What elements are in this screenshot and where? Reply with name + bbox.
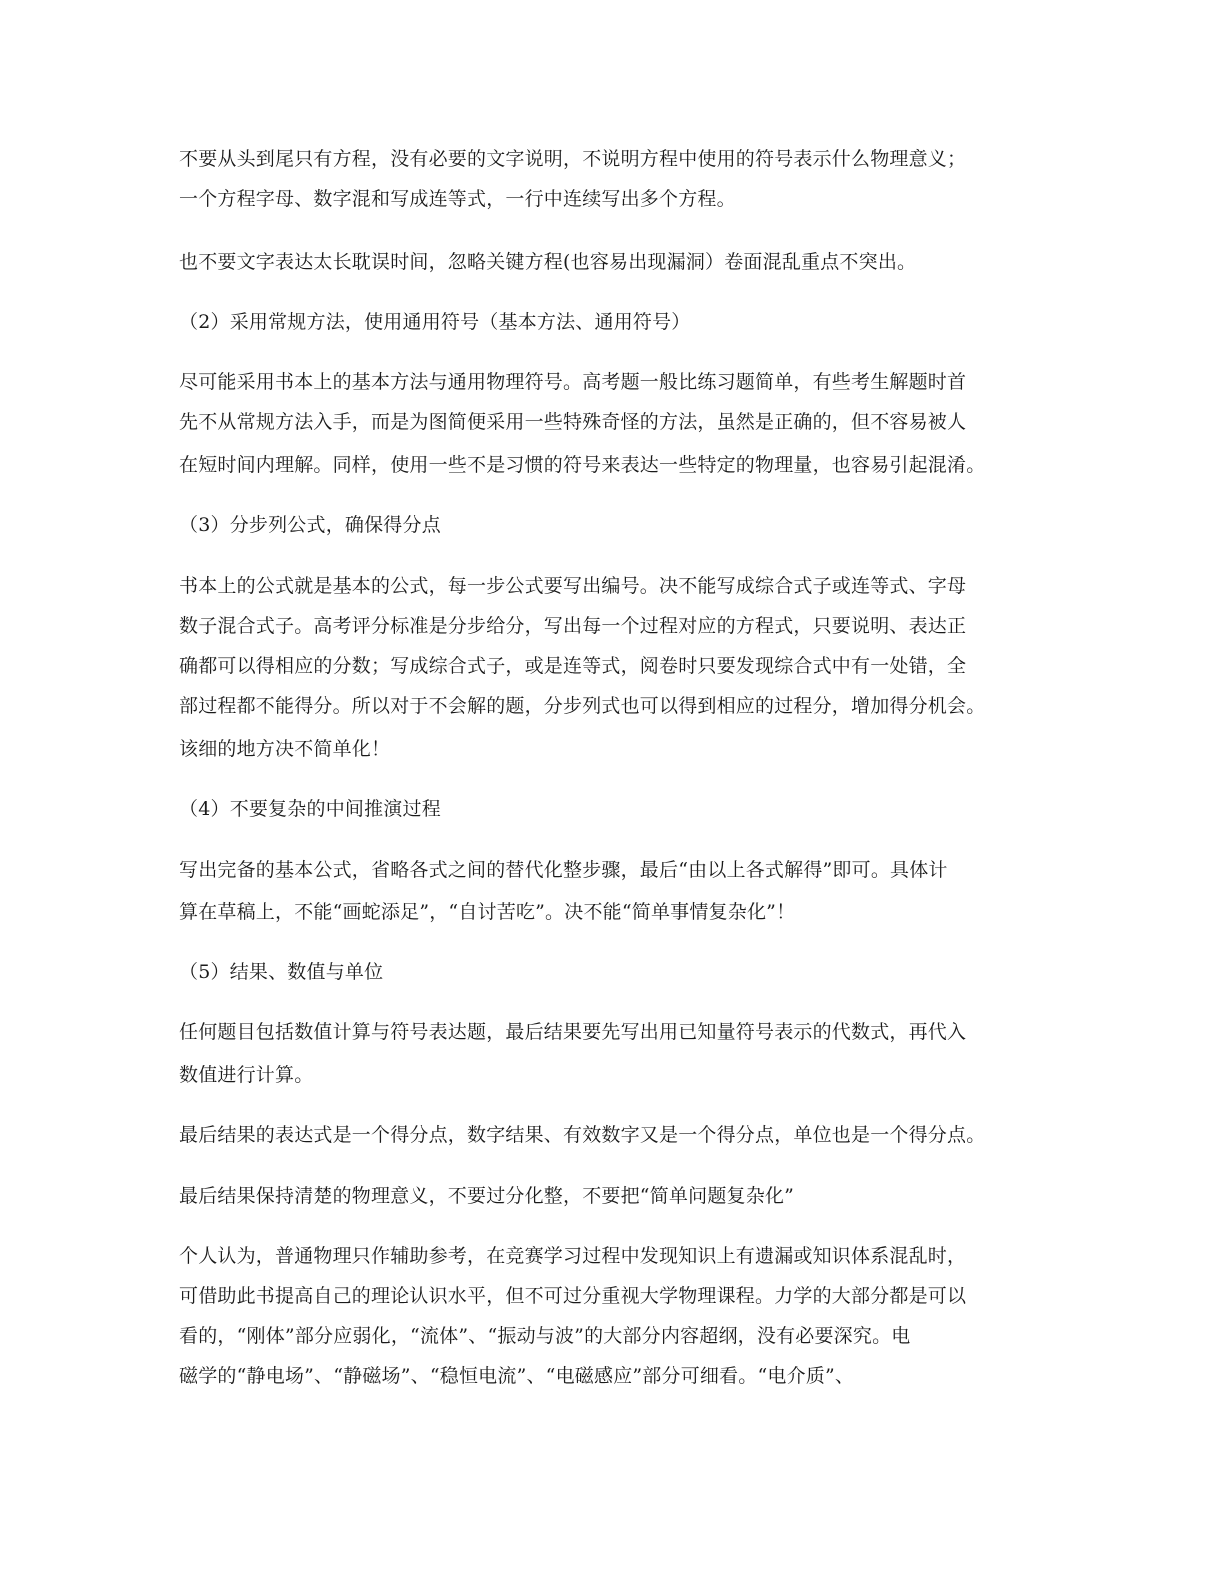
text-line: 尽可能采用书本上的基本方法与通用物理符号。高考题一般比练习题简单，有些考生解题时首: [179, 371, 967, 393]
text-line: 写出完备的基本公式，省略各式之间的替代化整步骤，最后“由以上各式解得”即可。具体计: [179, 859, 948, 881]
text-line: 确都可以得相应的分数；写成综合式子，或是连等式，阅卷时只要发现综合式中有一处错，全: [179, 655, 967, 677]
text-line: 看的，“刚体”部分应弱化，“流体”、“振动与波”的大部分内容超纲，没有必要深究。电: [179, 1325, 911, 1347]
section-heading: （4）不要复杂的中间推演过程: [179, 798, 441, 820]
text-line: 最后结果保持清楚的物理意义，不要过分化整，不要把“简单问题复杂化”: [179, 1185, 795, 1207]
section-heading: （2）采用常规方法，使用通用符号（基本方法、通用符号）: [179, 311, 691, 333]
text-line: 个人认为，普通物理只作辅助参考，在竞赛学习过程中发现知识上有遗漏或知识体系混乱时，: [179, 1245, 967, 1267]
text-line: 数子混合式子。高考评分标准是分步给分，写出每一个过程对应的方程式，只要说明、表达正: [179, 615, 967, 637]
text-line: 该细的地方决不简单化！: [179, 738, 391, 760]
text-line: 先不从常规方法入手，而是为图简便采用一些特殊奇怪的方法，虽然是正确的，但不容易被人: [179, 411, 967, 433]
section-heading: （5）结果、数值与单位: [179, 961, 384, 983]
text-line: 一个方程字母、数字混和写成连等式，一行中连续写出多个方程。: [179, 188, 736, 210]
text-line: 书本上的公式就是基本的公式，每一步公式要写出编号。决不能写成综合式子或连等式、字母: [179, 575, 967, 597]
text-line: 最后结果的表达式是一个得分点，数字结果、有效数字又是一个得分点，单位也是一个得分点。: [179, 1124, 986, 1146]
text-line: 磁学的“静电场”、“静磁场”、“稳恒电流”、“电磁感应”部分可细看。“电介质”、: [179, 1365, 855, 1387]
text-line: 算在草稿上，不能“画蛇添足”，“自讨苦吃”。决不能“简单事情复杂化”！: [179, 901, 796, 923]
text-line: 也不要文字表达太长耽误时间，忽略关键方程(也容易出现漏洞）卷面混乱重点不突出。: [179, 251, 917, 273]
text-line: 部过程都不能得分。所以对于不会解的题，分步列式也可以得到相应的过程分，增加得分机会。: [179, 695, 986, 717]
section-heading: （3）分步列公式，确保得分点: [179, 514, 441, 536]
text-line: 不要从头到尾只有方程，没有必要的文字说明，不说明方程中使用的符号表示什么物理意义；: [179, 148, 967, 170]
text-line: 数值进行计算。: [179, 1064, 314, 1086]
text-line: 可借助此书提高自己的理论认识水平，但不可过分重视大学物理课程。力学的大部分都是可以: [179, 1285, 967, 1307]
text-line: 任何题目包括数值计算与符号表达题，最后结果要先写出用已知量符号表示的代数式，再代入: [179, 1021, 967, 1043]
text-line: 在短时间内理解。同样，使用一些不是习惯的符号来表达一些特定的物理量，也容易引起混淆。: [179, 454, 986, 476]
